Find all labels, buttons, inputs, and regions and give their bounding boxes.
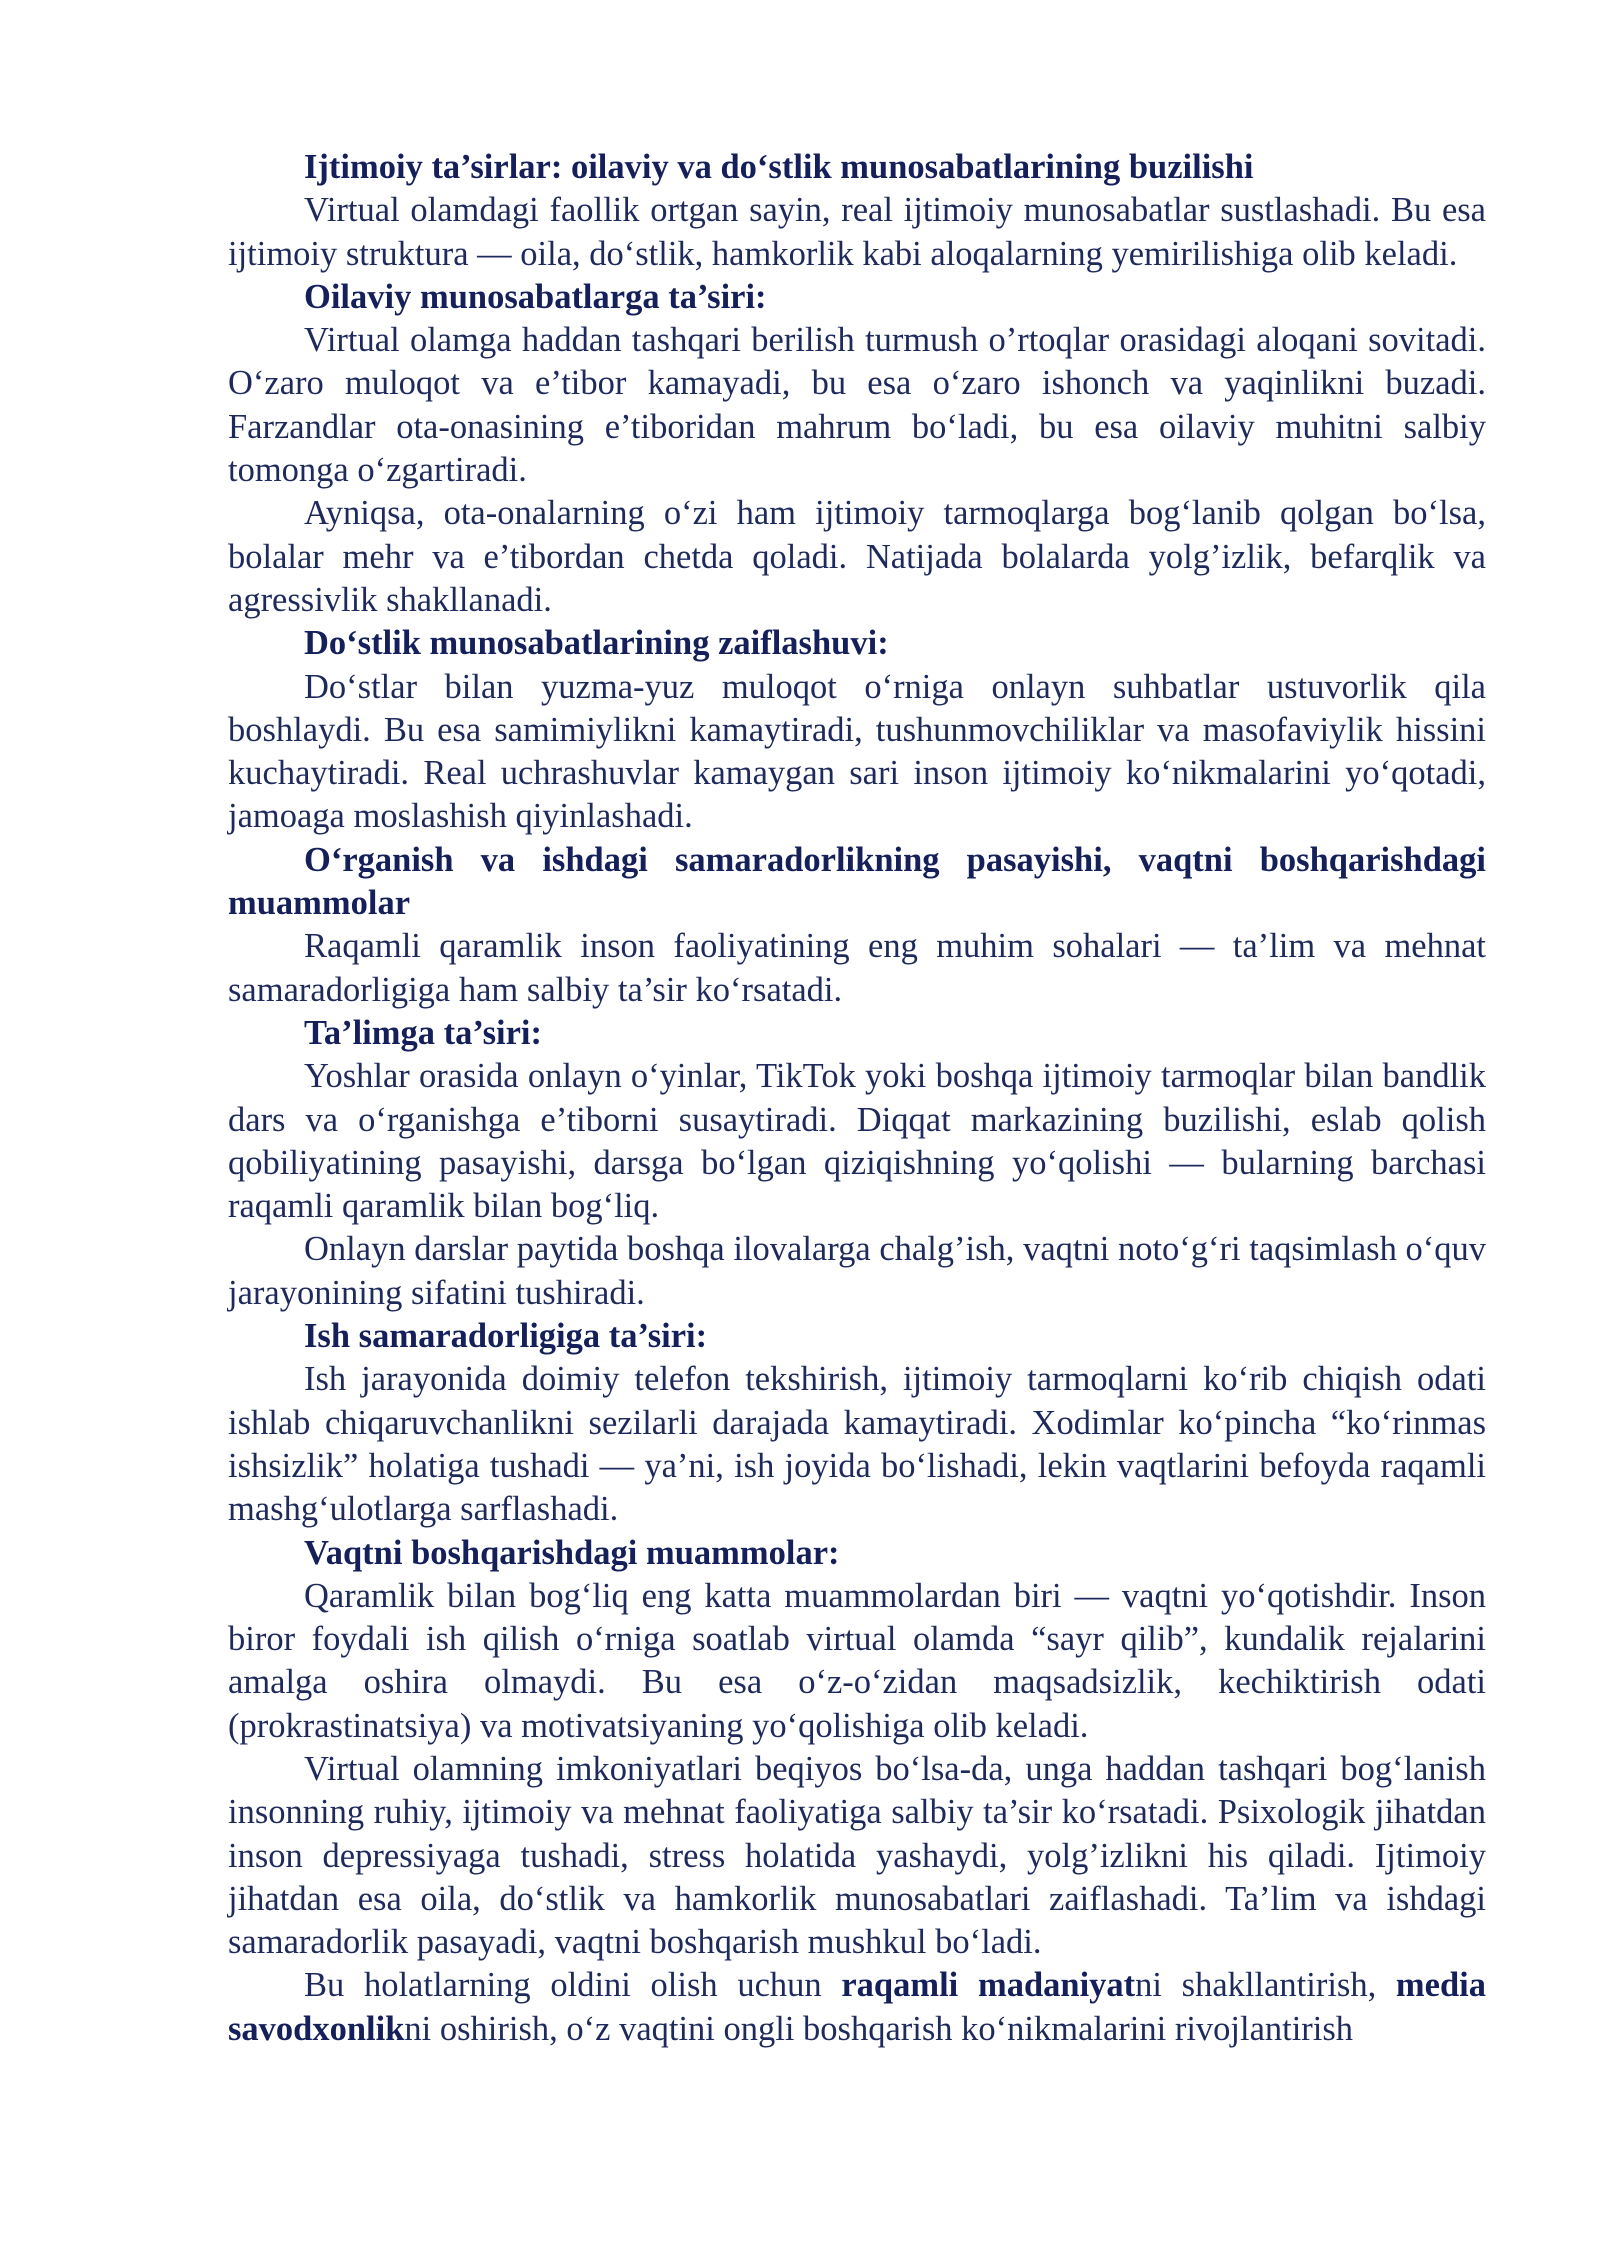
document-body — [228, 146, 1486, 2051]
paragraph: Ish jarayonida doimiy telefon tekshirish, ijtimoiy tarmoqlarni ko‘rib chiqish odati ishlab chiqaruvchanlikni sezilarli darajada kamaytiradi. Xodimlar ko‘pincha “ko‘rinmas ishsizlik” holatiga tushadi — ya’ni, ish joyida bo‘lishadi, lekin vaqtlarini befoyda raqamli mashg‘ulotlarga sarflashadi. — [228, 1360, 1486, 1529]
heading-work-efficiency: Ish samaradorligiga ta’siri: — [304, 1317, 708, 1356]
heading-friendship: Do‘stlik munosabatlarining zaiflashuvi: — [304, 624, 889, 663]
paragraph: Virtual olamning imkoniyatlari beqiyos bo‘lsa-da, unga haddan tashqari bog‘lanish insonning ruhiy, ijtimoiy va mehnat faoliyatiga salbiy ta’sir ko‘rsatadi. Psixologik jihatdan inson depressiyaga tushadi, stress holatida yashaydi, yolg’izlikni his qiladi. Ijtimoiy jihatdan esa oila, do‘stlik va hamkorlik munosabatlari zaiflashadi. Ta’lim va ishdagi samaradorlik pasayadi, vaqtni boshqarish mushkul bo‘ladi. — [228, 1749, 1486, 1962]
paragraph: Do‘stlar bilan yuzma-yuz muloqot o‘rniga onlayn suhbatlar ustuvorlik qila boshlaydi. Bu esa samimiylikni kamaytiradi, tushunmovchiliklar va masofaviylik hissini kuchaytiradi. Real uchrashuvlar kamaygan sari inson ijtimoiy ko‘nikmalarini yo‘qotadi, jamoaga moslashish qiyinlashadi. — [228, 667, 1486, 836]
paragraph: Ayniqsa, ota-onalarning o‘zi ham ijtimoiy tarmoqlarga bog‘lanib qolgan bo‘lsa, bolalar mehr va e’tibordan chetda qoladi. Natijada bolalarda yolg’izlik, befarqlik va agressivlik shakllanadi. — [228, 494, 1486, 619]
text-run: ni oshirish, o‘z vaqtini ongli boshqarish ko‘nikmalarini rivojlantirish — [404, 2009, 1354, 2048]
bold-term-digital-culture: raqamli madaniyat — [841, 1966, 1136, 2005]
paragraph: Virtual olamdagi faollik ortgan sayin, real ijtimoiy munosabatlar sustlashadi. Bu esa ijtimoiy struktura — oila, do‘stlik, hamkorlik kabi aloqalarning yemirilishiga olib keladi. — [228, 191, 1486, 273]
paragraph-final — [228, 1964, 1486, 2051]
paragraph: Qaramlik bilan bog‘liq eng katta muammolardan biri — vaqtni yo‘qotishdir. Inson biror foydali ish qilish o‘rniga soatlab virtual olamda “sayr qilib”, kundalik rejalarini amalga oshira olmaydi. Bu esa o‘z-o‘zidan maqsadsizlik, kechiktirish odati (prokrastinatsiya) va motivatsiyaning yo‘qolishiga olib keladi. — [228, 1576, 1486, 1745]
paragraph: Raqamli qaramlik inson faoliyatining eng muhim sohalari — ta’lim va mehnat samaradorligiga ham salbiy ta’sir ko‘rsatadi. — [228, 927, 1486, 1009]
paragraph: Onlayn darslar paytida boshqa ilovalarga chalg’ish, vaqtni noto‘g‘ri taqsimlash o‘quv jarayonining sifatini tushiradi. — [228, 1230, 1486, 1312]
paragraph: Yoshlar orasida onlayn o‘yinlar, TikTok yoki boshqa ijtimoiy tarmoqlar bilan bandlik dars va o‘rganishga e’tiborni susaytiradi. Diqqat markazining buzilishi, eslab qolish qobiliyatining pasayishi, darsga bo‘lgan qiziqishning yo‘qolishi — bularning barchasi raqamli qaramlik bilan bog‘liq. — [228, 1057, 1486, 1226]
heading-family-relations: Oilaviy munosabatlarga ta’siri: — [304, 277, 767, 316]
heading-social-effects: Ijtimoiy ta’sirlar: oilaviy va do‘stlik munosabatlarining buzilishi — [304, 148, 1254, 186]
text-run: ni shakllantirish, — [1135, 1966, 1396, 2005]
heading-learning-work-efficiency: O‘rganish va ishdagi samaradorlikning pasayishi, vaqtni boshqarishdagi muammolar — [228, 840, 1486, 923]
text-run: Bu holatlarning oldini olish uchun — [304, 1966, 842, 2005]
heading-education-effect: Ta’limga ta’siri: — [304, 1013, 542, 1052]
bold-term-media-literacy: media savodxonlik — [228, 1966, 1486, 2048]
heading-time-management: Vaqtni boshqarishdagi muammolar: — [304, 1533, 840, 1572]
paragraph: Virtual olamga haddan tashqari berilish turmush o’rtoqlar orasidagi aloqani sovitadi. O‘zaro muloqot va e’tibor kamayadi, bu esa o‘zaro ishonch va yaqinlikni buzadi. Farzandlar ota-onasining e’tiboridan mahrum bo‘ladi, bu esa oilaviy muhitni salbiy tomonga o‘zgartiradi. — [228, 321, 1486, 490]
